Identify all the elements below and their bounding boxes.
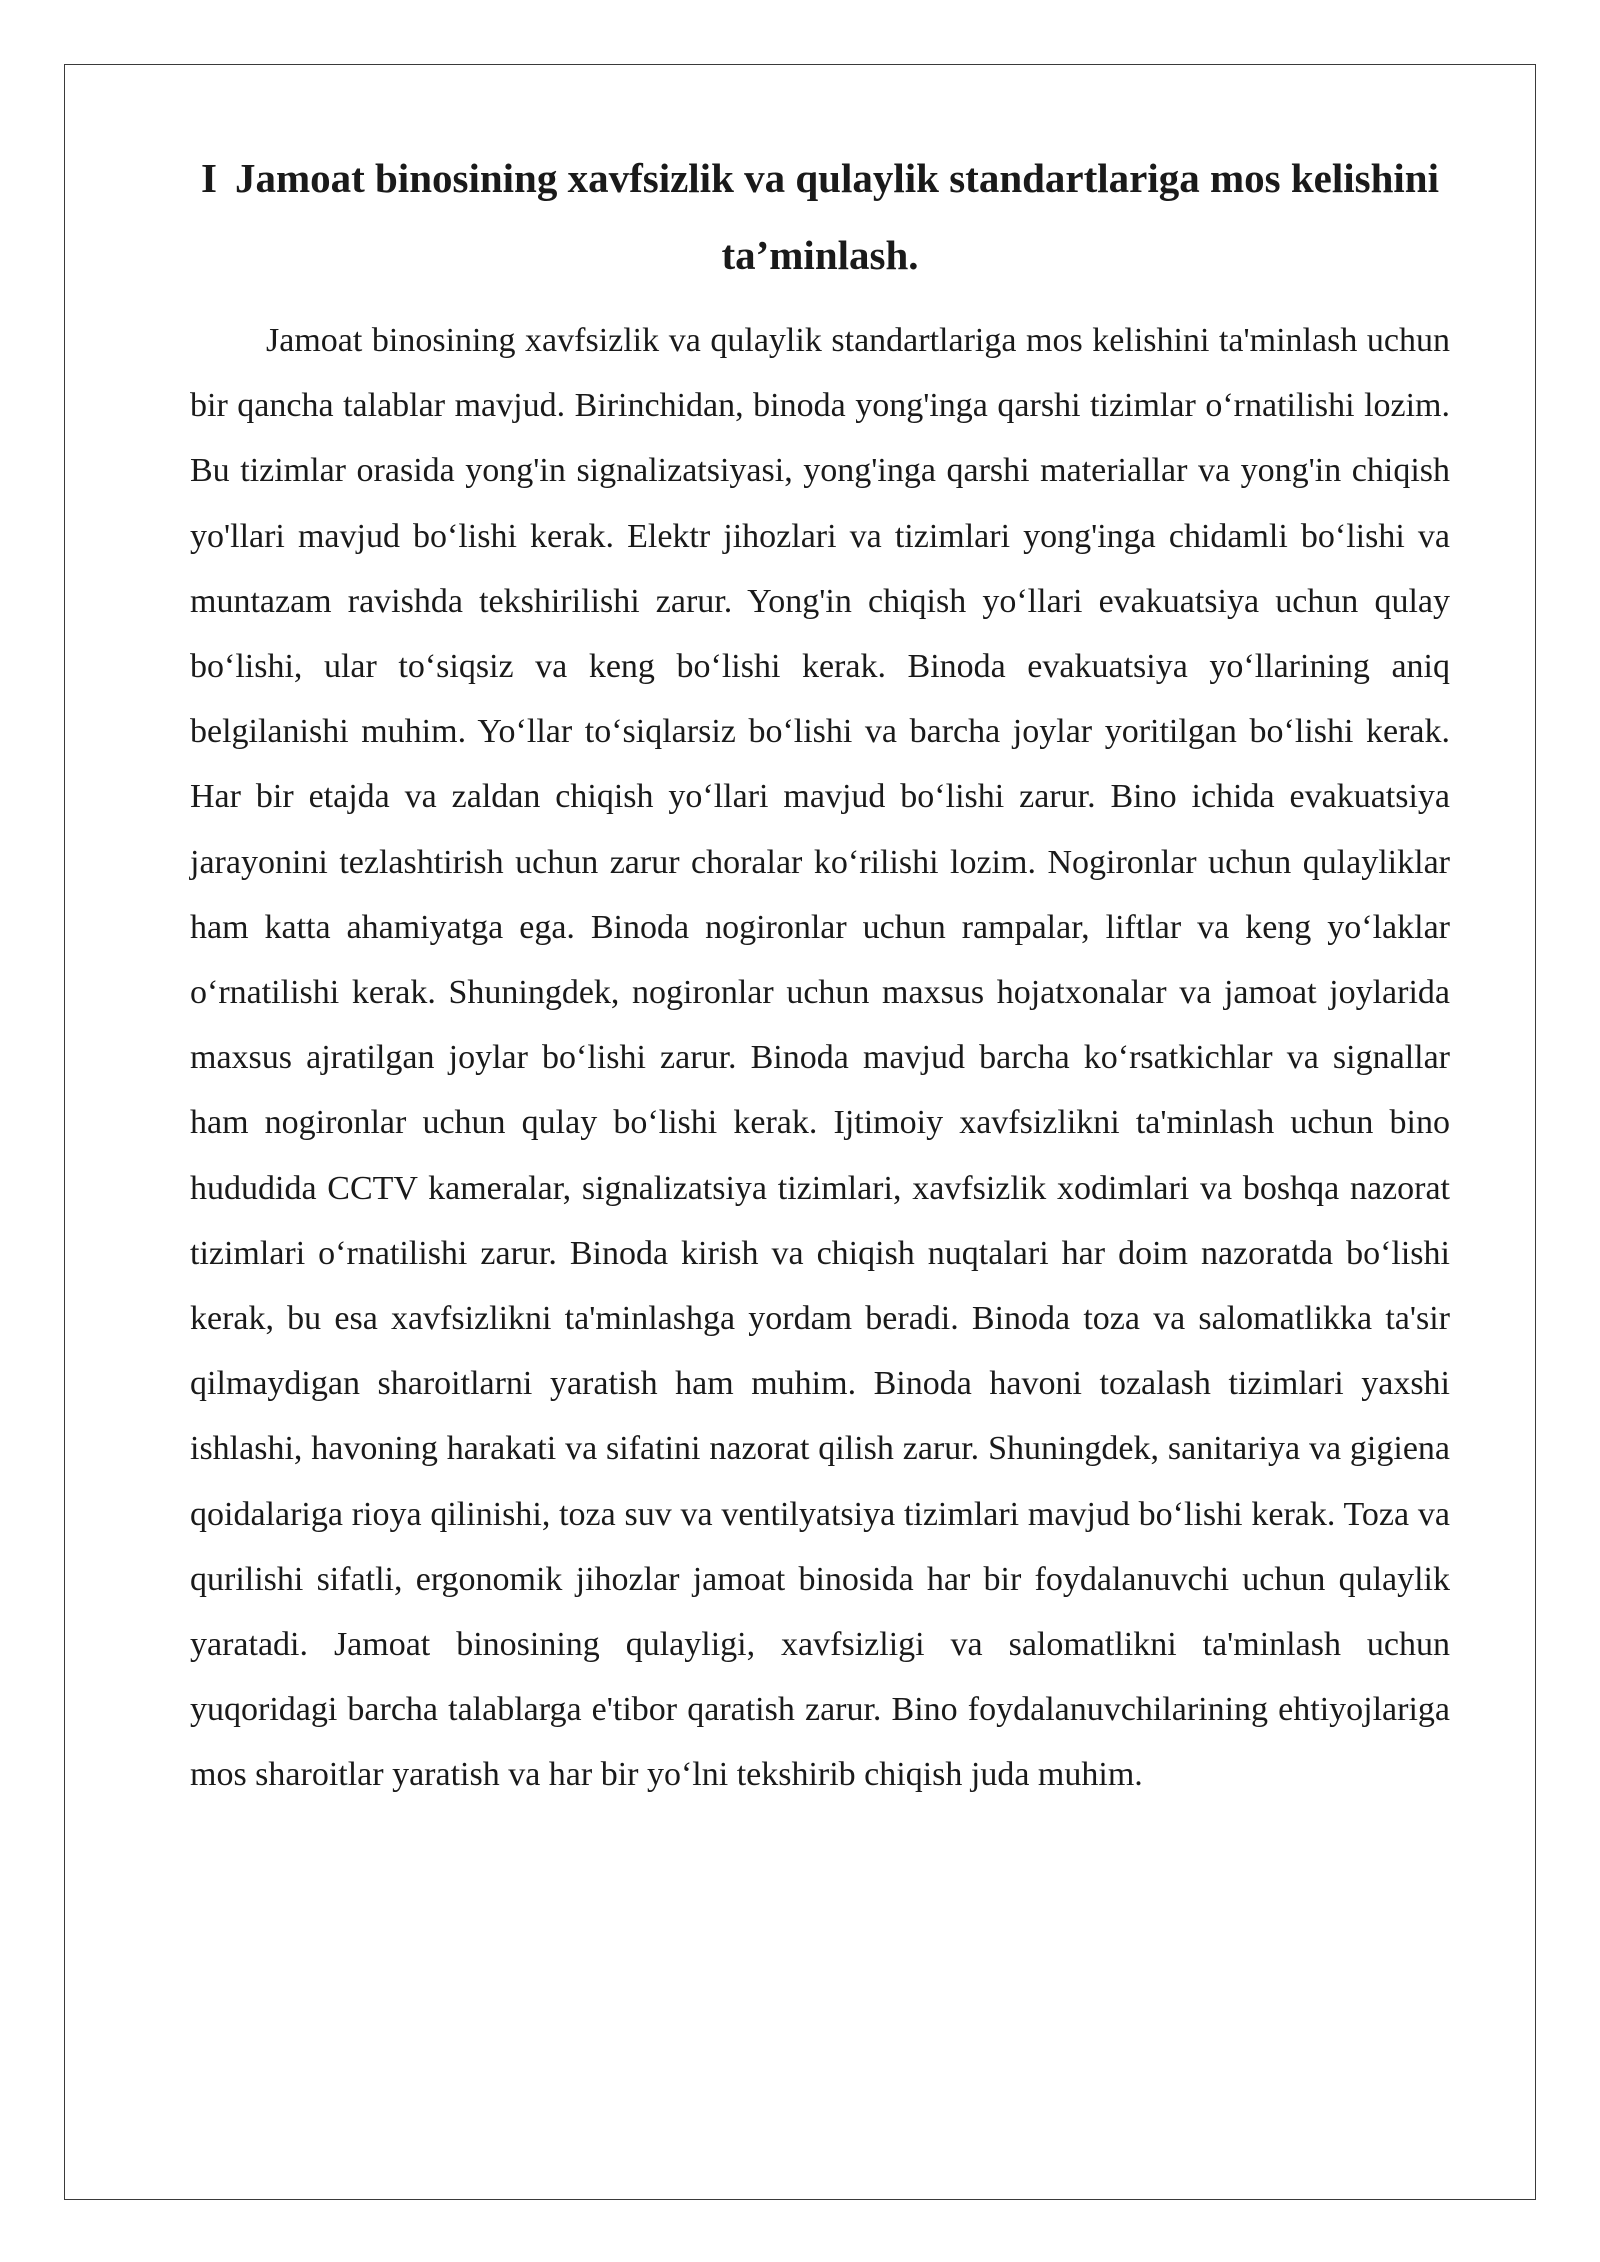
section-heading bbox=[190, 140, 1450, 294]
section-title: Jamoat binosining xavfsizlik va qulaylik standartlariga mos kelishini ta’minlash. bbox=[234, 155, 1439, 278]
body-paragraph: Jamoat binosining xavfsizlik va qulaylik standartlariga mos kelishini ta'minlash uchun bir qancha talablar mavjud. Birinchidan, binoda yong'inga qarshi tizimlar o‘rnatilishi lozim. Bu tizimlar orasida yong'in signalizatsiyasi, yong'inga qarshi materiallar va yong'in chiqish yo'llari mavjud bo‘lishi kerak. Elektr jihozlari va tizimlari yong'inga chidamli bo‘lishi va muntazam ravishda tekshirilishi zarur. Yong'in chiqish yo‘llari evakuatsiya uchun qulay bo‘lishi, ular to‘siqsiz va keng bo‘lishi kerak. Binoda evakuatsiya yo‘llarining aniq belgilanishi muhim. Yo‘llar to‘siqlarsiz bo‘lishi va barcha joylar yoritilgan bo‘lishi kerak. Har bir etajda va zaldan chiqish yo‘llari mavjud bo‘lishi zarur. Bino ichida evakuatsiya jarayonini tezlashtirish uchun zarur choralar ko‘rilishi lozim. Nogironlar uchun qulayliklar ham katta ahamiyatga ega. Binoda nogironlar uchun rampalar, liftlar va keng yo‘laklar o‘rnatilishi kerak. Shuningdek, nogironlar uchun maxsus hojatxonalar va jamoat joylarida maxsus ajratilgan joylar bo‘lishi zarur. Binoda mavjud barcha ko‘rsatkichlar va signallar ham nogironlar uchun qulay bo‘lishi kerak. Ijtimoiy xavfsizlikni ta'minlash uchun bino hududida CCTV kameralar, signalizatsiya tizimlari, xavfsizlik xodimlari va boshqa nazorat tizimlari o‘rnatilishi zarur. Binoda kirish va chiqish nuqtalari har doim nazoratda bo‘lishi kerak, bu esa xavfsizlikni ta'minlashga yordam beradi. Binoda toza va salomatlikka ta'sir qilmaydigan sharoitlarni yaratish ham muhim. Binoda havoni tozalash tizimlari yaxshi ishlashi, havoning harakati va sifatini nazorat qilish zarur. Shuningdek, sanitariya va gigiena qoidalariga rioya qilinishi, toza suv va ventilyatsiya tizimlari mavjud bo‘lishi kerak. Toza va qurilishi sifatli, ergonomik jihozlar jamoat binosida har bir foydalanuvchi uchun qulaylik yaratadi. Jamoat binosining qulayligi, xavfsizligi va salomatlikni ta'minlash uchun yuqoridagi barcha talablarga e'tibor qaratish zarur. Bino foydalanuvchilarining ehtiyojlariga mos sharoitlar yaratish va har bir yo‘lni tekshirib chiqish juda muhim. bbox=[190, 322, 1450, 1794]
section-number: I bbox=[200, 155, 217, 201]
